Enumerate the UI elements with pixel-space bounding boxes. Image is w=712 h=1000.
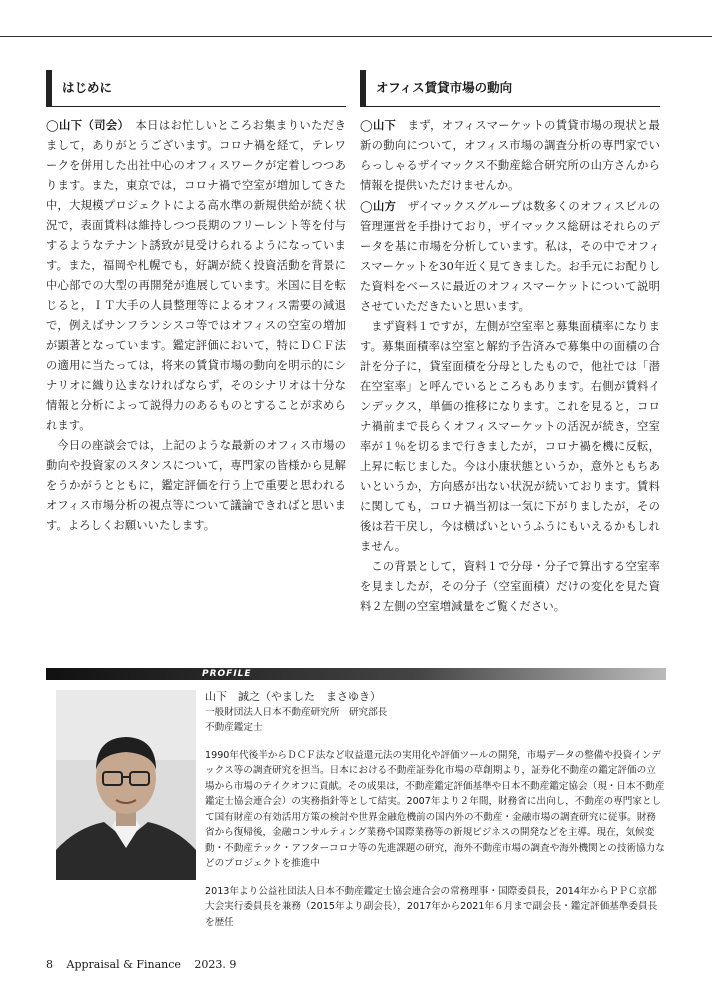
- profile-label: PROFILE: [202, 669, 252, 679]
- market-paragraph-4: この背景として，資料１で分母・分子で算出する空室率を見ましたが，その分子（空室面積）だけの変化を見た資料２左側の空室増減量をご覧ください。: [360, 560, 660, 613]
- speaker-label: ◯山下: [360, 118, 397, 132]
- section-heading-intro: [46, 70, 346, 107]
- top-rule: [0, 36, 712, 37]
- office-market-body: [360, 115, 660, 617]
- speaker-label: ◯山下（司会）: [46, 118, 124, 132]
- spacer: [205, 736, 665, 748]
- market-paragraph-2: [360, 196, 660, 317]
- profile-info: [205, 689, 665, 930]
- profile-affiliation: 一般財団法人日本不動産研究所 研究部長: [205, 706, 388, 718]
- heading-bar: [360, 70, 366, 106]
- right-column: [360, 70, 660, 617]
- paragraph-text: まず，オフィスマーケットの賃貸市場の現状と最新の動向について，オフィス市場の調査分析の専門家でいらっしゃるザイマックス不動産総合研究所の山方さんから情報を提供いただけませんか。: [360, 119, 660, 192]
- page-footer: [46, 958, 246, 971]
- section-heading-office-market-text: オフィス賃貸市場の動向: [376, 80, 513, 95]
- section-heading-office-market: [360, 70, 660, 107]
- portrait-image: [56, 690, 196, 880]
- profile-name: 山下 誠之（やました まさゆき）: [205, 690, 381, 703]
- market-paragraph-1: [360, 115, 660, 196]
- paragraph-text: ザイマックスグループは数多くのオフィスビルの管理運営を手掛けており，ザイマックス総研はそれらのデータを基に市場を分析しています。私は，その中でオフィスマーケットを30年近く見てきました。お手元にお配りした資料をベースに最近のオフィスマーケットについて説明させていただきたいと思います。: [360, 200, 660, 313]
- publication-name: Appraisal & Finance: [66, 958, 181, 971]
- profile-bio-2: 2013年より公益社団法人日本不動産鑑定士協会連合会の常務理事・国際委員長，2014年からＰＰＣ京都大会実行委員長を兼務（2015年より副会長），2017年から2021年６月まで副会長・鑑定評価基準委員長を歴任: [205, 885, 658, 928]
- market-paragraph-3: まず資料１ですが，左側が空室率と募集面積率になります。募集面積率は空室と解約予告済みで募集中の面積の合計を分子に，貸室面積を分母としたもので，他社では「潜在空室率」と呼んでいるところもあります。右側が賃料インデックス，単価の推移になります。これを見ると，コロナ禍前まで長らくオフィスマーケットの活況が続き，空室率が１％を切るまで行きましたが，コロナ禍を機に反転，上昇に転じました。今は小康状態というか，意外ともちあいというか，方向感が出ない状況が続いております。賃料に関しても，コロナ禍当初は一気に下がりましたが，その後は若干戻し，今は横ばいというふうにもいえるかもしれません。: [360, 320, 660, 553]
- paragraph-text: 本日はお忙しいところお集まりいただきまして，ありがとうございます。コロナ禍を経て，テレワークを併用した出社中心のオフィスワークが定着しつつあります。また，東京では，コロナ禍で空室が増加してきた中，大規模プロジェクトによる高水準の新規供給が続く状況で，表面賃料は維持しつつ長期のフリーレント等を付与するようなテナント誘致が見受けられるようになっています。また，福岡や札幌でも，好調が続く投資活動を背景に中心部での大型の再開発が進展しています。米国に目を転じると，ＩＴ大手の人員整理等によるオフィス需要の減退で，例えばサンフランシスコ等ではオフィスの空室の増加が顕著となっています。鑑定評価において，特にＤＣＦ法の適用に当たっては，将来の賃貸市場の動向を明示的にシナリオに織り込まなければならず，そのシナリオは十分な情報と分析によって説得力のあるものとすることが求められます。: [46, 119, 346, 432]
- profile-title: 不動産鑑定士: [205, 722, 263, 733]
- profile-bio-1: 1990年代後半からＤＣＦ法など収益還元法の実用化や評価ツールの開発，市場データの整備や投資インデックス等の調査研究を担当。日本における不動産証券化市場の草創期より，証券化不動産の鑑定評価の立場から市場のテイクオフに貢献。その成果は，不動産鑑定評価基準や日本不動産鑑定協会（現・日本不動産鑑定士協会連合会）の実務指針等として結実。2007年より２年間，財務省に出向し，不動産の専門家として国有財産の有効活用方策の検討や世界金融危機前の国内外の不動産・金融市場の調査研究に従事。財務省から復帰後，金融コンサルティング業務や国際業務等の新規ビジネスの開発などを主導。現在，気候変動・不動産テック・アフターコロナ等の先進課題の研究，海外不動産市場の調査や海外機関との技術協力などのプロジェクトを推進中: [205, 749, 665, 869]
- intro-body: [46, 115, 346, 536]
- spacer: [205, 872, 665, 884]
- intro-paragraph-1: [46, 115, 346, 436]
- speaker-label: ◯山方: [360, 199, 397, 213]
- section-heading-intro-text: はじめに: [62, 80, 113, 95]
- page-number: 8: [46, 958, 53, 971]
- heading-bar: [46, 70, 52, 106]
- issue-date: 2023. 9: [194, 958, 237, 971]
- profile-header-bar: [46, 668, 666, 680]
- profile-photo: [56, 690, 196, 880]
- left-column: [46, 70, 346, 536]
- intro-paragraph-2: 今日の座談会では，上記のような最新のオフィス市場の動向や投資家のスタンスについて，専門家の皆様から見解をうかがうとともに，鑑定評価を行う上で重要と思われるオフィス市場分析の視点等について議論できればと思います。よろしくお願いいたします。: [46, 439, 346, 532]
